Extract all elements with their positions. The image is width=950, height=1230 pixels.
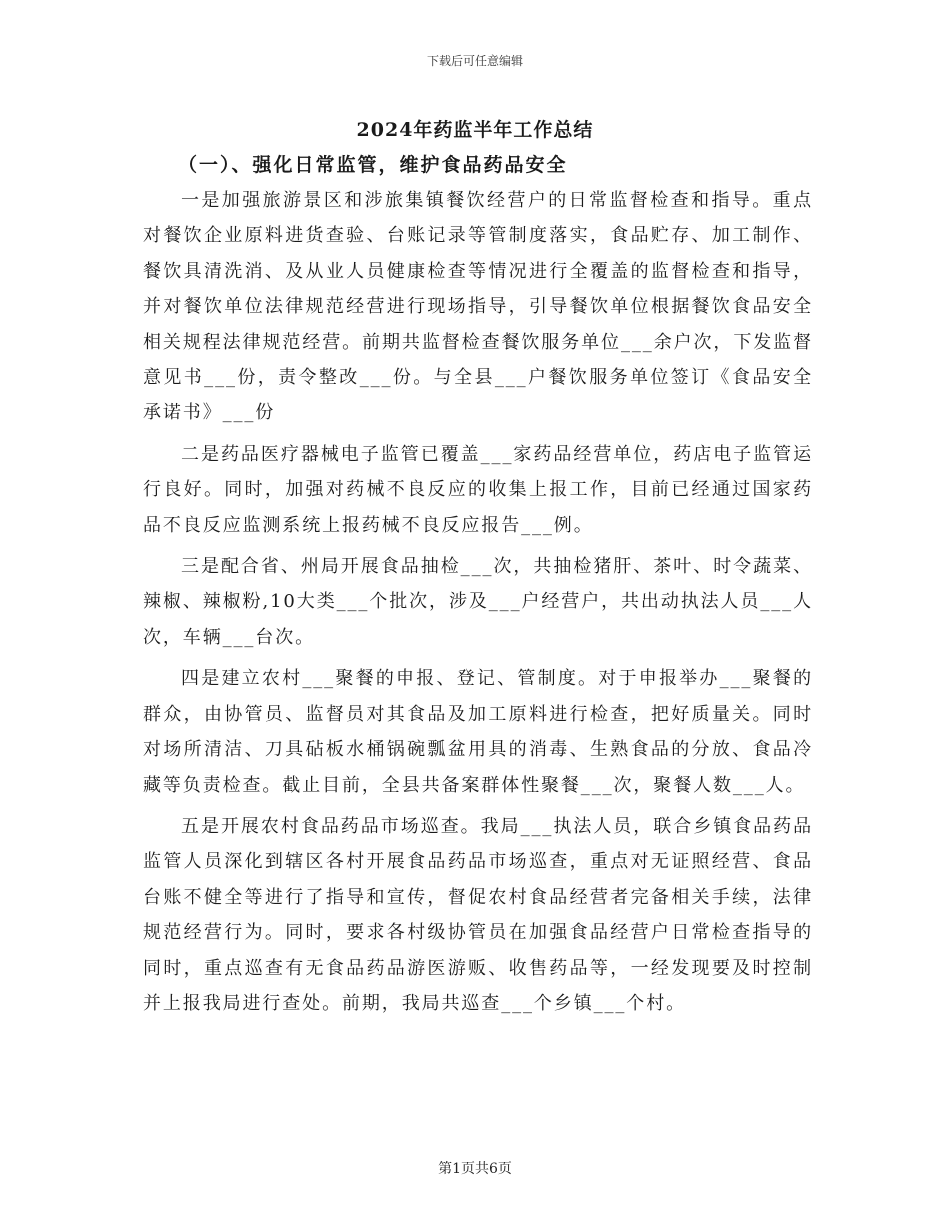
paragraph-1: 一是加强旅游景区和涉旅集镇餐饮经营户的日常监督检查和指导。重点对餐饮企业原料进货查验、台账记录等管制度落实，食品贮存、加工制作、餐饮具清洗消、及从业人员健康检查等情况进行全覆盖的监督检查和指导，并对餐饮单位法律规范经营进行现场指导，引导餐饮单位根据餐饮食品安全相关规程法律规范经营。前期共监督检查餐饮服务单位___余户次，下发监督意见书___份，责令整改___份。与全县___户餐饮服务单位签订《食品安全承诺书》___份: [143, 190, 813, 424]
header-note: 下载后可任意编辑: [426, 54, 523, 68]
document-body: [143, 183, 813, 1027]
paragraph-5: 五是开展农村食品药品市场巡查。我局___执法人员，联合乡镇食品药品监管人员深化到辖区各村开展食品药品市场巡查，重点对无证照经营、食品台账不健全等进行了指导和宣传，督促农村食品经营者完备相关手续，法律规范经营行为。同时，要求各村级协管员在加强食品经营户日常检查指导的同时，重点巡查有无食品药品游医游贩、收售药品等，一经发现要及时控制并上报我局进行查处。前期，我局共巡查___个乡镇___个村。: [143, 815, 813, 1014]
section-heading: （一）、强化日常监管，维护食品药品安全: [178, 154, 568, 176]
document-title: 2024年药监半年工作总结: [356, 119, 594, 141]
paragraph-2: 二是药品医疗器械电子监管已覆盖___家药品经营单位，药店电子监管运行良好。同时，加强对药械不良反应的收集上报工作，目前已经通过国家药品不良反应监测系统上报药械不良反应报告___例。: [143, 443, 813, 536]
paragraph-3: 三是配合省、州局开展食品抽检___次，共抽检猪肝、茶叶、时令蔬菜、辣椒、辣椒粉,10大类___个批次，涉及___户经营户，共出动执法人员___人次，车辆___台次。: [143, 556, 813, 648]
page-footer: 第1页共6页: [438, 1161, 512, 1177]
paragraph-4: 四是建立农村___聚餐的申报、登记、管制度。对于申报举办___聚餐的群众，由协管员、监督员对其食品及加工原料进行检查，把好质量关。同时对场所清洁、刀具砧板水桶锅碗瓢盆用具的消毒、生熟食品的分放、食品冷藏等负责检查。截止目前，全县共备案群体性聚餐___次，聚餐人数___人。: [143, 668, 813, 796]
